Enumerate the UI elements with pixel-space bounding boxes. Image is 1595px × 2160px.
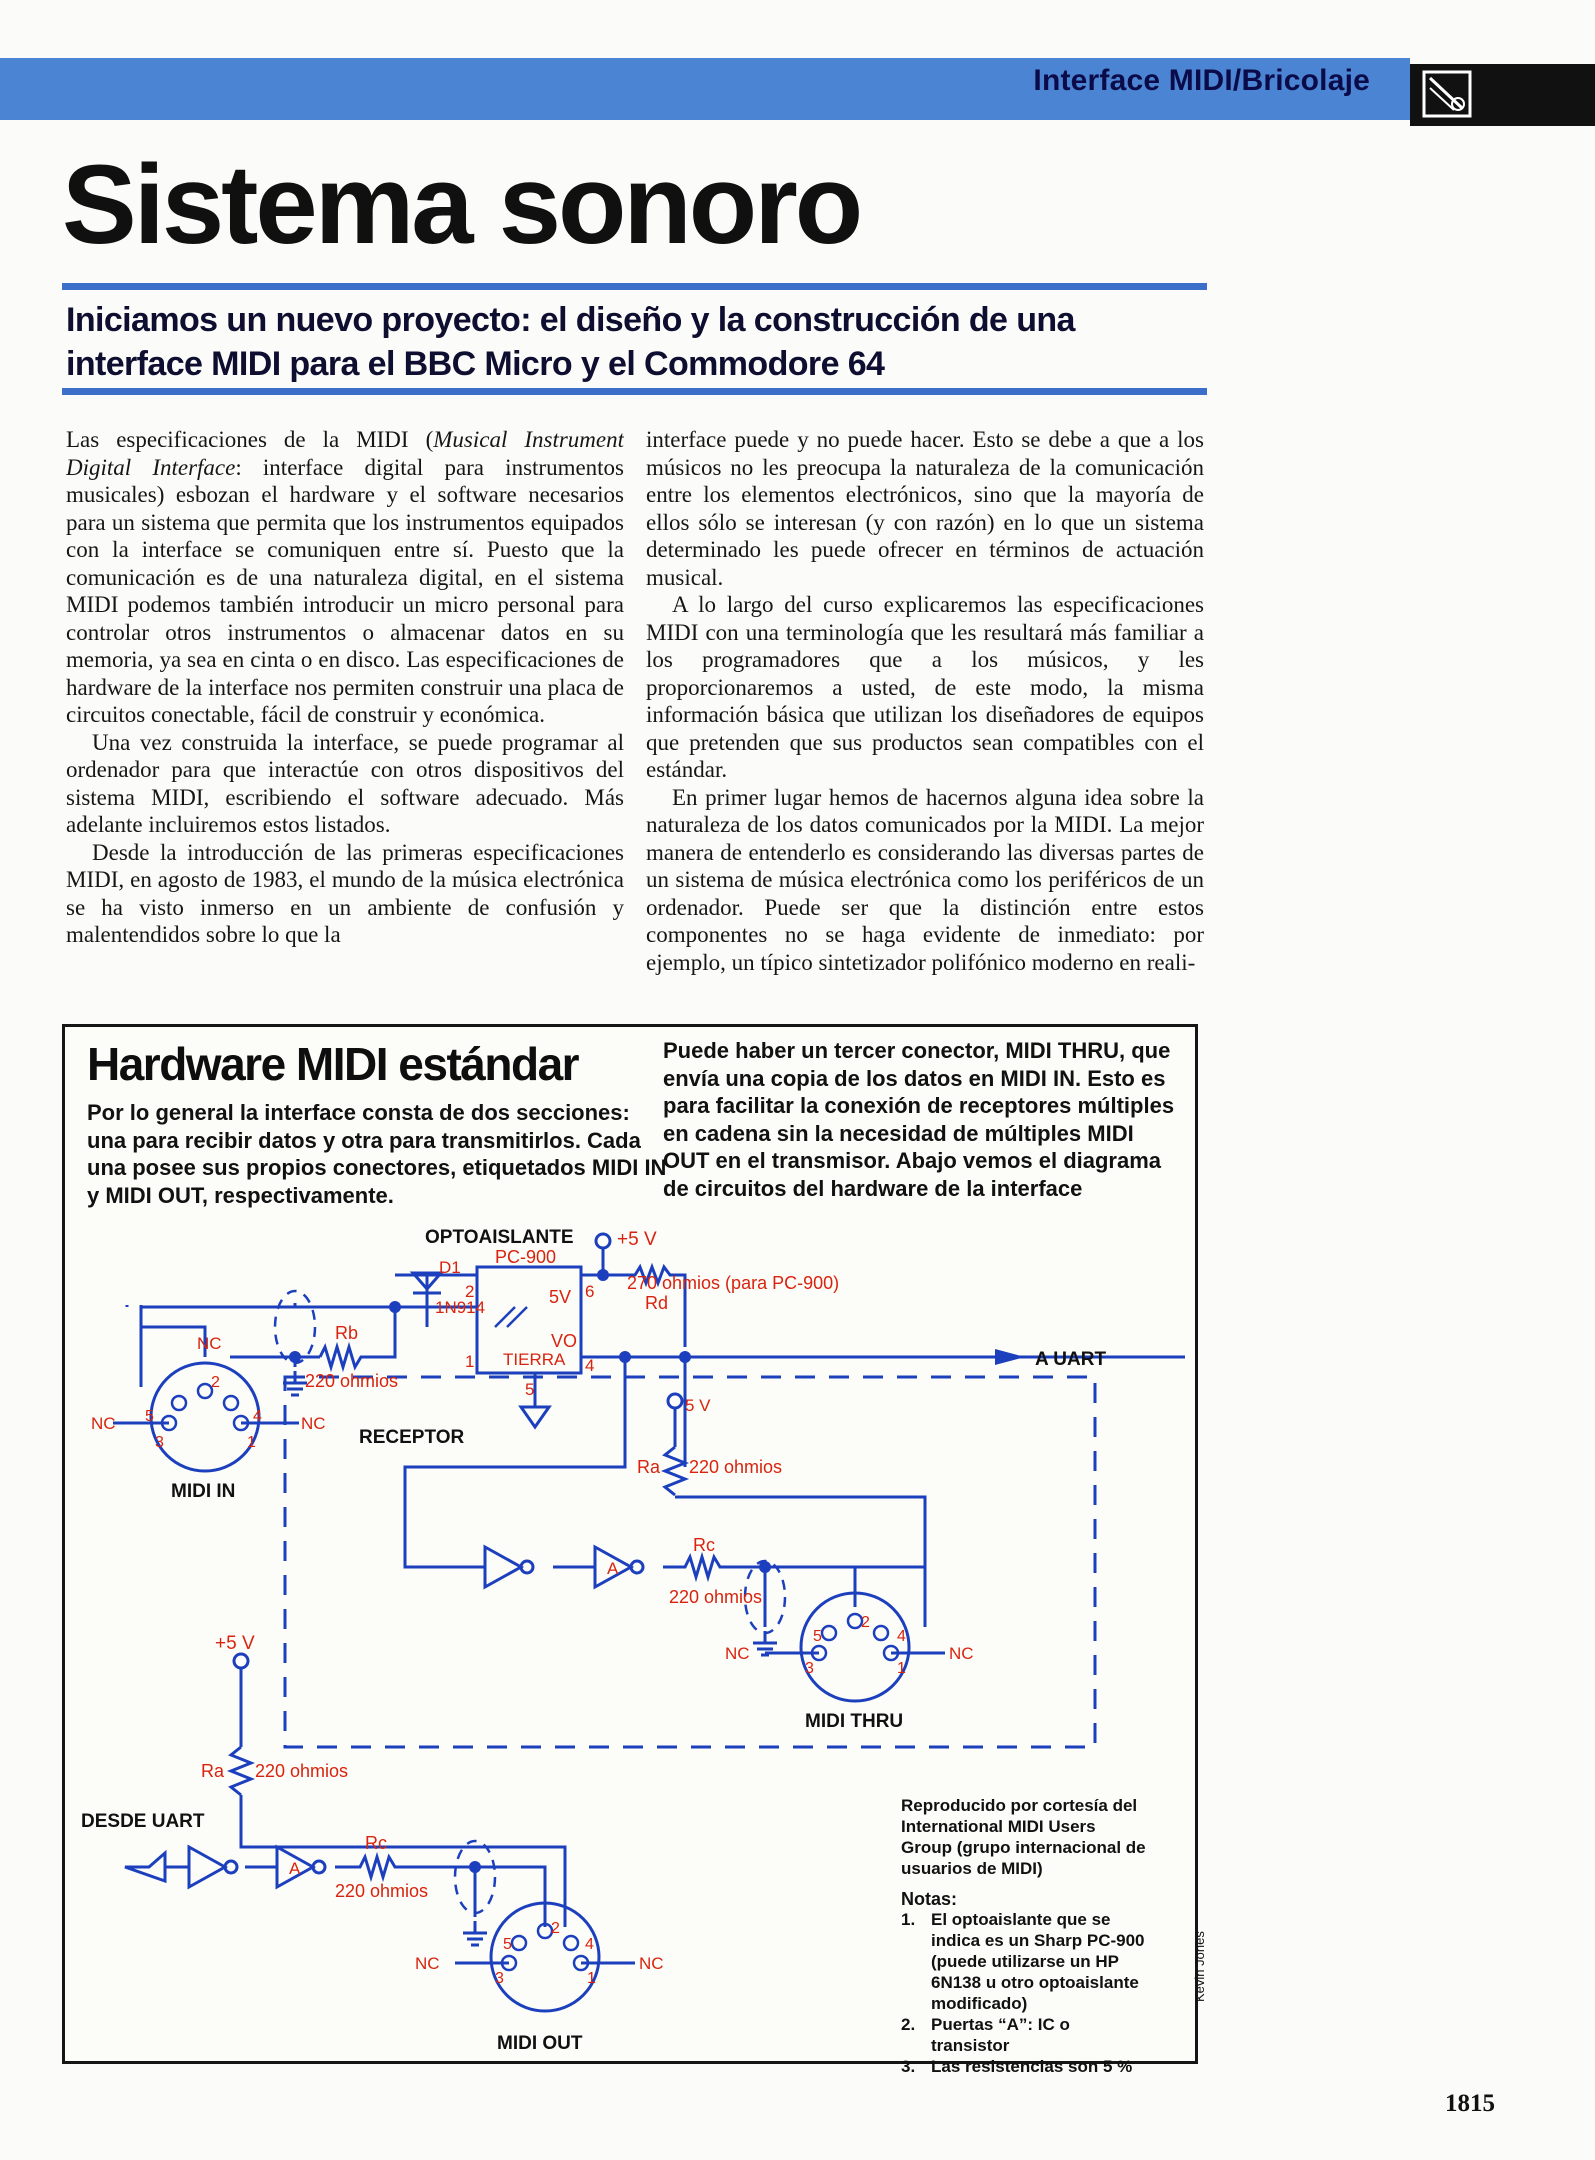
label-pin5-opto: 5 [525, 1380, 535, 1399]
section-label-light: Interface MIDI/ [1033, 64, 1242, 97]
label-receptor: RECEPTOR [359, 1427, 465, 1448]
stylized-note-icon [1422, 70, 1472, 118]
label-tierra: TIERRA [503, 1350, 566, 1369]
label-optoaislante: OPTOAISLANTE [425, 1227, 574, 1248]
label-d1: D1 [439, 1258, 461, 1277]
label-rd: Rd [645, 1293, 669, 1313]
page-number: 1815 [1445, 2090, 1495, 2117]
body-column-right [646, 426, 1204, 1002]
label-5v: 5 V [685, 1396, 711, 1415]
body-emphasis: Musical Instrument Digital Interface [66, 427, 624, 480]
hardware-intro: Por lo general la interface consta de dos secciones: una para recibir datos y otra para transmitirlos. Cada una posee sus propios conectores, etiquetados MIDI IN y MIDI OUT, respectivamente. [87, 1100, 667, 1208]
label-nc: NC [197, 1334, 222, 1353]
notes-title: Notas: [901, 1889, 958, 1909]
label-pin1: 1 [897, 1660, 906, 1677]
ground-icon [283, 1371, 307, 1395]
label-220-rb: 220 ohmios [305, 1371, 399, 1391]
label-pin3: 3 [495, 1970, 504, 1987]
label-vo: VO [551, 1331, 578, 1351]
page-title: Sistema sonoro [62, 142, 861, 267]
label-nc: NC [949, 1644, 974, 1663]
label-ra: Ra [637, 1457, 661, 1477]
gate-a-icon [277, 1847, 325, 1887]
arrow-to-uart-icon [995, 1349, 1025, 1365]
body-paragraph: En primer lugar hemos de hacernos alguna idea sobre la naturaleza de los datos comunicados por la MIDI. La mejor manera de entenderlo es considerando las diversas partes de un sistema de música electrónica como los periféricos de un ordenador. Puede ser que la distinción entre estos componentes no se haga evidente de inmediato: por ejemplo, un típico sintetizador polifónico moderno en reali- [646, 784, 1204, 975]
label-pin1: 1 [587, 1970, 596, 1987]
label-rb: Rb [335, 1323, 359, 1343]
label-pin5: 5 [503, 1936, 512, 1953]
label-pin-5v: 5V [549, 1287, 572, 1307]
inverter-gate-icon [189, 1847, 237, 1887]
supply-terminal-icon [668, 1394, 682, 1408]
label-rc-out: Rc [365, 1833, 387, 1853]
label-pin4: 4 [585, 1936, 594, 1953]
subtitle: Iniciamos un nuevo proyecto: el diseño y la construcción de una interface MIDI para el BBC Micro y el Commodore 64 [66, 301, 1075, 384]
label-220-rc-out: 220 ohmios [335, 1881, 429, 1901]
label-nc: NC [725, 1644, 750, 1663]
midi-thru-connector-icon [801, 1593, 909, 1701]
note-item: 3. Las resistencias son 5 % [901, 2057, 1133, 2076]
ground-icon [753, 1631, 777, 1655]
label-pin2-opto: 2 [465, 1282, 475, 1301]
label-pin2: 2 [211, 1374, 220, 1391]
label-midi-in: MIDI IN [171, 1481, 236, 1502]
midi-in-connector-icon [151, 1363, 259, 1471]
label-pin2: 2 [861, 1614, 870, 1631]
label-pin4: 4 [253, 1408, 262, 1425]
label-gate-a: A [607, 1559, 619, 1578]
label-pin3: 3 [155, 1434, 164, 1451]
label-ra-out: Ra [201, 1761, 225, 1781]
label-nc: NC [415, 1954, 440, 1973]
label-rc: Rc [693, 1535, 715, 1555]
label-midi-out: MIDI OUT [497, 2033, 583, 2054]
label-270: 270 ohmios (para PC-900) [627, 1273, 840, 1293]
label-220-ra-out: 220 ohmios [255, 1761, 349, 1781]
section-label [1033, 64, 1370, 98]
label-pin2: 2 [551, 1920, 560, 1937]
label-pin1-opto: 1 [465, 1352, 475, 1371]
nc-leads [113, 1423, 945, 1963]
label-pin5: 5 [145, 1408, 154, 1425]
label-1n914: 1N914 [435, 1298, 486, 1317]
label-pin6-opto: 6 [585, 1282, 595, 1301]
led-arrow-icon [495, 1307, 527, 1327]
body-paragraph: Desde la introducción de las primeras especificaciones MIDI, en agosto de 1983, el mundo de la música electrónica se ha visto inmerso en un ambiente de confusión y malentendidos sobre lo que la [66, 839, 624, 947]
title-rule-top [62, 283, 1207, 290]
label-pin4: 4 [897, 1628, 906, 1645]
artist-credit: Kevin Jones [1192, 1931, 1207, 2002]
label-nc: NC [639, 1954, 664, 1973]
body-paragraph: Una vez construida la interface, se puede programar al ordenador para que interactúe con otros dispositivos del sistema MIDI, escribiendo el software adecuado. Más adelante incluiremos estos listados. [66, 729, 624, 837]
label-pin3: 3 [805, 1660, 814, 1677]
body-paragraph: Las especificaciones de la MIDI (Musical Instrument Digital Interface: interface digital para instrumentos musicales) esbozan el hardware y el software necesarios para un sistema que permita que los instrumentos equipados con la interface se comuniquen entre sí. Puesto que la comunicación es de una naturaleza digital, en el sistema MIDI podemos también introducir un micro personal para controlar otros instrumentos o almacenar datos en su memoria, ya sea en cinta o en disco. Las especificaciones de hardware de la interface nos permiten construir una placa de circuitos conectable, fácil de construir y económica. [66, 427, 624, 727]
label-gate-a-out: A [289, 1859, 301, 1878]
supply-terminal-icon [596, 1234, 610, 1248]
supply-terminal-icon [234, 1654, 248, 1668]
label-nc: NC [91, 1414, 116, 1433]
label-pin5: 5 [813, 1628, 822, 1645]
body-column-left [66, 426, 624, 1002]
credit-note: Reproducido por cortesía del International MIDI Users Group (grupo internacional de usuarios de MIDI) [901, 1796, 1146, 1878]
body-paragraph: A lo largo del curso explicaremos las especificaciones MIDI con una terminología que les resultará más familiar a los programadores que a los músicos, y les proporcionaremos a usted, de este modo, la misma información básica que utilizan los diseñadores de equipos que pretenden que sus productos sean compatibles con el estándar. [646, 592, 1204, 782]
label-pc900: PC-900 [495, 1247, 557, 1267]
header-icon-box [1410, 64, 1595, 126]
hardware-title: Hardware MIDI estándar [87, 1038, 579, 1090]
label-desde-uart: DESDE UART [81, 1811, 205, 1832]
body-paragraph: interface puede y no puede hacer. Esto se debe a que a los músicos no les preocupa la naturaleza de la comunicación entre los elementos electrónicos, sino que la mayoría de ellos sólo se interesan (y con razón) en lo que un sistema determinado les puede ofrecer en términos de actuación musical. [646, 427, 1204, 590]
notes-list [901, 1909, 1151, 2077]
gate-a-icon [595, 1547, 643, 1587]
ground-icon [463, 1921, 487, 1945]
title-rule-bottom [62, 388, 1207, 395]
section-label-bold: Bricolaje [1241, 64, 1370, 97]
inverter-gate-icon [485, 1547, 533, 1587]
note-item: 1. El optoaislante que se indica es un Sharp PC-900 (puede utilizarse un HP 6N138 u otro optoaislante modificado) [901, 1910, 1145, 2013]
label-220-ra: 220 ohmios [689, 1457, 783, 1477]
label-nc: NC [301, 1414, 326, 1433]
label-midi-thru: MIDI THRU [805, 1711, 904, 1732]
hardware-figure-box [62, 1024, 1198, 2076]
hardware-intro-right: Puede haber un tercer conector, MIDI THRU, que envía una copia de los datos en MIDI IN. Esto es para facilitar la conexión de receptores múltiples en cadena sin la necesidad de múltiples MIDI OUT en el transmisor. Abajo vemos el diagrama de circuitos del hardware de la interface [663, 1038, 1175, 1201]
label-pin1: 1 [247, 1434, 256, 1451]
label-a-uart: A UART [1035, 1349, 1107, 1370]
label-pin4-opto: 4 [585, 1356, 595, 1375]
label-220-rc: 220 ohmios [669, 1587, 763, 1607]
label-plus5v-out: +5 V [215, 1633, 255, 1654]
note-item: 2. Puertas “A”: IC o transistor [901, 2015, 1070, 2055]
label-plus5v: +5 V [617, 1229, 657, 1250]
